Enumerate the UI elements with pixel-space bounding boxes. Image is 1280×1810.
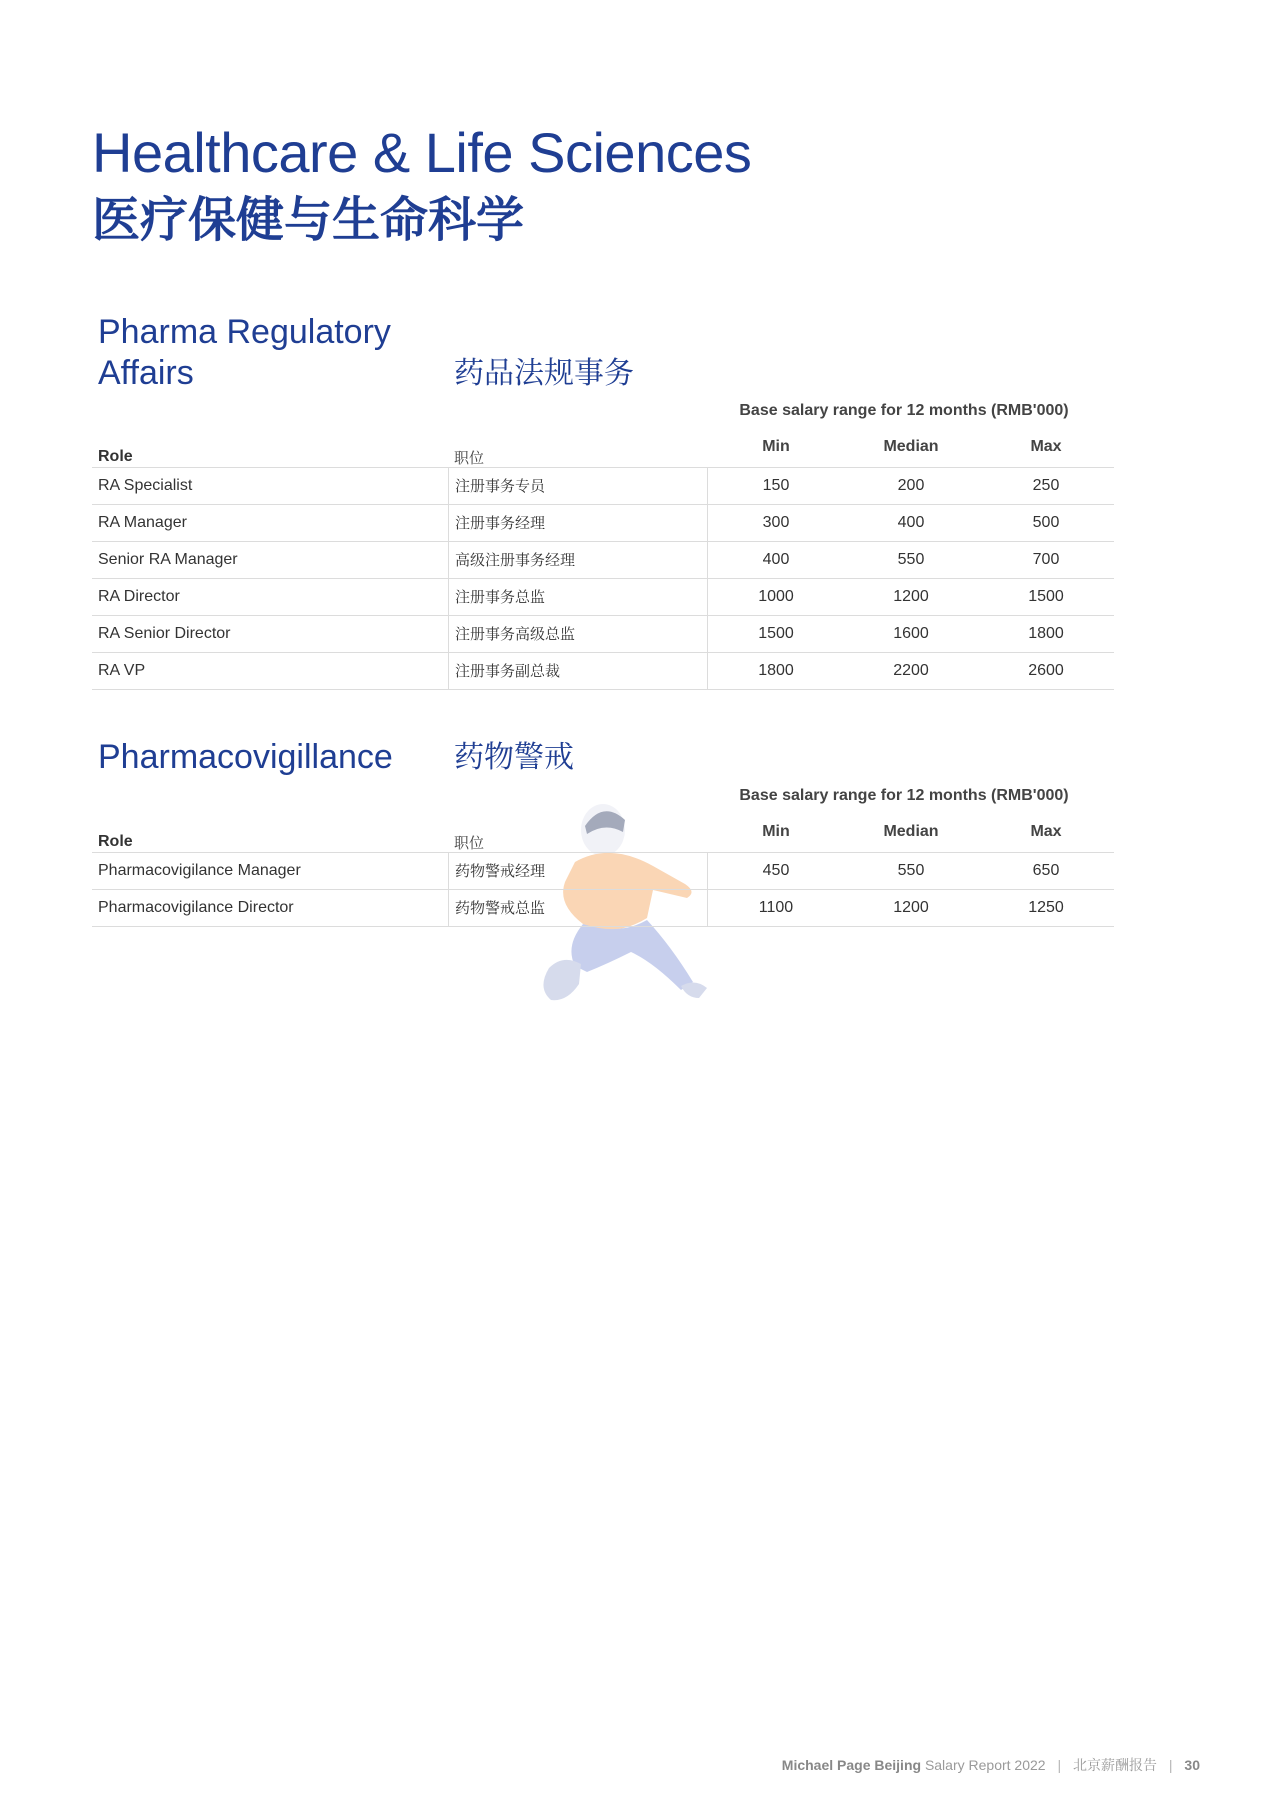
role-chinese-cell: 注册事务高级总监 — [448, 616, 708, 652]
median-cell: 550 — [897, 862, 925, 879]
median-cell: 1600 — [893, 625, 929, 642]
role-chinese-cell: 高级注册事务经理 — [448, 542, 708, 578]
role-chinese-cell: 药物警戒总监 — [448, 890, 708, 926]
median-cell: 1200 — [893, 899, 929, 916]
illustration-pants — [571, 920, 693, 990]
table-row — [92, 579, 1114, 616]
min-cell: 450 — [762, 862, 790, 879]
section-title-pharmacovigilance: Pharmacovigillance — [98, 738, 393, 776]
max-cell: 650 — [1032, 862, 1060, 879]
role-chinese-cell: 药物警戒经理 — [448, 853, 708, 889]
median-cell: 1200 — [893, 588, 929, 605]
role-cell: Pharmacovigilance Director — [98, 899, 294, 916]
table-row — [92, 653, 1114, 690]
min-cell: 1100 — [758, 899, 794, 916]
median-cell: 2200 — [893, 662, 929, 679]
role-chinese-cell: 注册事务经理 — [448, 505, 708, 541]
section-title-pharmacovigilance-chinese: 药物警戒 — [454, 740, 574, 775]
section-title-regulatory-chinese: 药品法规事务 — [454, 356, 634, 391]
header-min: Min — [762, 438, 790, 455]
page-title-chinese: 医疗保健与生命科学 — [92, 192, 525, 248]
role-chinese-cell: 注册事务专员 — [448, 468, 708, 504]
max-cell: 700 — [1032, 551, 1060, 568]
footer-brand: Michael Page Beijing — [781, 1757, 922, 1773]
role-cell: RA VP — [98, 662, 146, 679]
median-cell: 400 — [897, 514, 925, 531]
footer-report: Salary Report 2022 — [924, 1757, 1046, 1773]
median-cell: 550 — [897, 551, 925, 568]
table-header-row — [92, 430, 1114, 468]
table-row — [92, 890, 1114, 927]
table-row — [92, 468, 1114, 505]
min-cell: 300 — [762, 514, 790, 531]
section-title-line-2: Affairs — [98, 354, 194, 392]
header-median: Median — [883, 438, 939, 455]
page-number: 30 — [1184, 1757, 1200, 1773]
role-cell: Senior RA Manager — [98, 551, 238, 568]
table-header-row — [92, 815, 1114, 853]
section-title-regulatory — [98, 312, 391, 394]
section-title-line-1: Pharma Regulatory — [98, 313, 391, 351]
max-cell: 1250 — [1028, 899, 1064, 916]
role-chinese-cell: 注册事务副总裁 — [448, 653, 708, 689]
header-role-chinese: 职位 — [454, 834, 485, 852]
header-role: Role — [98, 833, 133, 850]
header-min: Min — [762, 823, 790, 840]
role-cell: RA Specialist — [98, 477, 193, 494]
table-row — [92, 505, 1114, 542]
max-cell: 1500 — [1028, 588, 1064, 605]
role-cell: RA Director — [98, 588, 180, 605]
regulatory-salary-table — [92, 430, 1114, 690]
page-footer — [782, 1755, 1200, 1775]
page-title: Healthcare & Life Sciences — [92, 121, 752, 184]
max-cell: 500 — [1032, 514, 1060, 531]
median-cell: 200 — [897, 477, 925, 494]
max-cell: 1800 — [1028, 625, 1064, 642]
header-role: Role — [98, 448, 133, 465]
illustration-shoe-left — [543, 960, 581, 1000]
max-cell: 250 — [1032, 477, 1060, 494]
role-cell: RA Senior Director — [98, 625, 231, 642]
role-chinese-cell: 注册事务总监 — [448, 579, 708, 615]
header-max: Max — [1030, 438, 1062, 455]
footer-separator: | — [1057, 1757, 1062, 1773]
footer-separator: | — [1168, 1757, 1173, 1773]
header-max: Max — [1030, 823, 1062, 840]
min-cell: 150 — [762, 477, 790, 494]
max-cell: 2600 — [1028, 662, 1064, 679]
min-cell: 1500 — [758, 625, 794, 642]
table-row — [92, 616, 1114, 653]
table-row — [92, 542, 1114, 579]
role-cell: RA Manager — [98, 514, 187, 531]
table-row — [92, 853, 1114, 890]
min-cell: 1000 — [758, 588, 794, 605]
min-cell: 1800 — [758, 662, 794, 679]
min-cell: 400 — [762, 551, 790, 568]
role-cell: Pharmacovigilance Manager — [98, 862, 301, 879]
header-role-chinese: 职位 — [454, 449, 485, 467]
footer-report-chinese: 北京薪酬报告 — [1073, 1758, 1157, 1774]
illustration-shoe-right — [681, 982, 707, 998]
header-median: Median — [883, 823, 939, 840]
salary-range-caption: Base salary range for 12 months (RMB'000) — [739, 787, 1069, 804]
pharmacovigilance-salary-table — [92, 815, 1114, 927]
salary-range-caption: Base salary range for 12 months (RMB'000) — [739, 402, 1069, 419]
